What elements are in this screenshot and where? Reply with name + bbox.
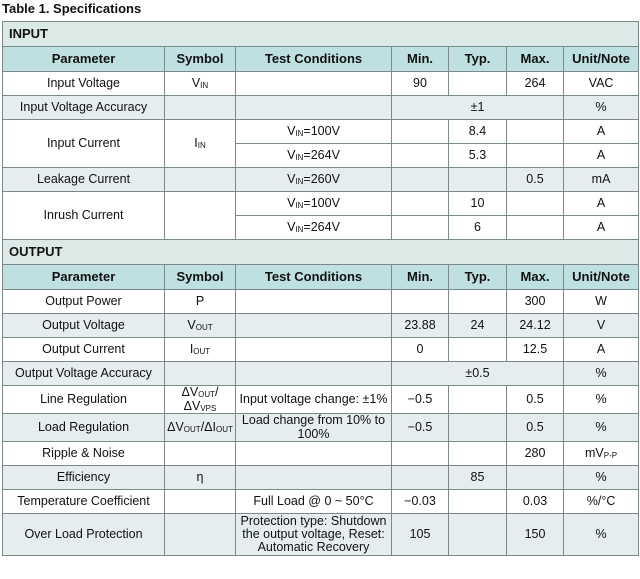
unit-cell: % (564, 514, 639, 556)
max-cell: 264 (507, 72, 564, 96)
table-row (3, 338, 639, 362)
unit-cell: % (564, 362, 639, 386)
table-row (3, 490, 639, 514)
table-row (3, 386, 639, 414)
header-min: Min. (392, 47, 449, 72)
param-cell: Ripple & Noise (3, 442, 165, 466)
symbol-cell: $\Delta V_{OUT}/\Delta V_{VPS}$ (165, 386, 236, 414)
header-unit: Unit/Note (564, 265, 639, 290)
max-cell: 150 (507, 514, 564, 556)
typ-cell: ±0.5 (392, 362, 564, 386)
min-cell: 0 (392, 338, 449, 362)
condition-cell: $V_{IN}=100V$ (236, 120, 392, 144)
header-row-input (3, 47, 639, 72)
symbol-cell: $\Delta V_{OUT}/\Delta I_{OUT}$ (165, 414, 236, 442)
typ-cell (449, 72, 507, 96)
param-cell: Output Voltage (3, 314, 165, 338)
unit-cell: % (564, 466, 639, 490)
min-cell (392, 192, 449, 216)
param-cell: Output Voltage Accuracy (3, 362, 165, 386)
condition-cell: $V_{IN}=264V$ (236, 144, 392, 168)
max-cell: 24.12 (507, 314, 564, 338)
min-cell (392, 466, 449, 490)
unit-cell: VAC (564, 72, 639, 96)
table-row (3, 362, 639, 386)
table-row (3, 72, 639, 96)
typ-cell (449, 414, 507, 442)
symbol-cell (165, 96, 236, 120)
param-cell: Leakage Current (3, 168, 165, 192)
min-cell (392, 120, 449, 144)
table-row (3, 466, 639, 490)
condition-cell: Load change from 10% to 100% (236, 414, 392, 442)
max-cell (507, 216, 564, 240)
symbol-cell: P (165, 290, 236, 314)
min-cell: −0.03 (392, 490, 449, 514)
max-cell: 12.5 (507, 338, 564, 362)
header-symbol: Symbol (165, 265, 236, 290)
min-cell: 105 (392, 514, 449, 556)
condition-cell (236, 96, 392, 120)
typ-cell (449, 386, 507, 414)
symbol-cell (165, 362, 236, 386)
condition-cell (236, 442, 392, 466)
param-cell: Over Load Protection (3, 514, 165, 556)
table-row (3, 168, 639, 192)
param-cell: Temperature Coefficient (3, 490, 165, 514)
section-input (3, 22, 639, 47)
symbol-cell: η (165, 466, 236, 490)
condition-cell: Full Load @ 0 ~ 50°C (236, 490, 392, 514)
unit-cell: %/°C (564, 490, 639, 514)
unit-cell: A (564, 120, 639, 144)
section-title-output: OUTPUT (3, 240, 639, 265)
symbol-cell (165, 192, 236, 240)
header-typ: Typ. (449, 265, 507, 290)
typ-cell: 8.4 (449, 120, 507, 144)
unit-cell: V (564, 314, 639, 338)
param-cell: Input Voltage Accuracy (3, 96, 165, 120)
table-row (3, 314, 639, 338)
table-caption: Table 1. Specifications (2, 1, 142, 16)
header-max: Max. (507, 47, 564, 72)
typ-cell (449, 290, 507, 314)
symbol-cell: $I_{OUT}$ (165, 338, 236, 362)
max-cell: 280 (507, 442, 564, 466)
symbol-cell (165, 168, 236, 192)
param-cell: Efficiency (3, 466, 165, 490)
symbol-cell: $V_{OUT}$ (165, 314, 236, 338)
condition-cell (236, 290, 392, 314)
header-test-conditions: Test Conditions (236, 265, 392, 290)
typ-cell (449, 168, 507, 192)
header-symbol: Symbol (165, 47, 236, 72)
symbol-cell (165, 442, 236, 466)
section-title-input: INPUT (3, 22, 639, 47)
min-cell: −0.5 (392, 414, 449, 442)
param-cell: Input Current (3, 120, 165, 168)
min-cell (392, 168, 449, 192)
typ-cell: 10 (449, 192, 507, 216)
table-row (3, 514, 639, 556)
condition-cell (236, 466, 392, 490)
typ-cell: 85 (449, 466, 507, 490)
typ-cell (449, 490, 507, 514)
condition-cell (236, 362, 392, 386)
unit-cell: $mV_{P-P}$ (564, 442, 639, 466)
min-cell (392, 216, 449, 240)
min-cell: 90 (392, 72, 449, 96)
min-cell (392, 442, 449, 466)
unit-cell: A (564, 338, 639, 362)
header-max: Max. (507, 265, 564, 290)
unit-cell: A (564, 192, 639, 216)
condition-cell: $V_{IN}=260V$ (236, 168, 392, 192)
typ-cell (449, 514, 507, 556)
typ-cell: ±1 (392, 96, 564, 120)
condition-cell: Protection type: Shutdown the output voltage, Reset: Automatic Recovery (236, 514, 392, 556)
section-output (3, 240, 639, 265)
param-cell: Output Power (3, 290, 165, 314)
table-row (3, 414, 639, 442)
unit-cell: A (564, 216, 639, 240)
typ-cell (449, 338, 507, 362)
header-test-conditions: Test Conditions (236, 47, 392, 72)
table-row (3, 442, 639, 466)
unit-cell: W (564, 290, 639, 314)
param-cell: Line Regulation (3, 386, 165, 414)
table-row (3, 192, 639, 216)
unit-cell: % (564, 96, 639, 120)
max-cell: 0.5 (507, 414, 564, 442)
param-cell: Load Regulation (3, 414, 165, 442)
min-cell (392, 144, 449, 168)
max-cell (507, 466, 564, 490)
header-parameter: Parameter (3, 47, 165, 72)
table-row (3, 290, 639, 314)
param-cell: Input Voltage (3, 72, 165, 96)
header-parameter: Parameter (3, 265, 165, 290)
specifications-table (2, 21, 639, 556)
max-cell: 300 (507, 290, 564, 314)
header-unit: Unit/Note (564, 47, 639, 72)
condition-cell (236, 72, 392, 96)
typ-cell: 6 (449, 216, 507, 240)
max-cell (507, 144, 564, 168)
typ-cell: 5.3 (449, 144, 507, 168)
header-row-output (3, 265, 639, 290)
max-cell: 0.03 (507, 490, 564, 514)
min-cell: 23.88 (392, 314, 449, 338)
unit-cell: % (564, 386, 639, 414)
condition-cell: $V_{IN}=100V$ (236, 192, 392, 216)
unit-cell: mA (564, 168, 639, 192)
header-typ: Typ. (449, 47, 507, 72)
condition-cell: $V_{IN}=264V$ (236, 216, 392, 240)
unit-cell: % (564, 414, 639, 442)
header-min: Min. (392, 265, 449, 290)
symbol-cell (165, 514, 236, 556)
symbol-cell: $I_{IN}$ (165, 120, 236, 168)
max-cell (507, 192, 564, 216)
param-cell: Inrush Current (3, 192, 165, 240)
param-cell: Output Current (3, 338, 165, 362)
typ-cell: 24 (449, 314, 507, 338)
table-row (3, 120, 639, 144)
min-cell: −0.5 (392, 386, 449, 414)
condition-cell: Input voltage change: ±1% (236, 386, 392, 414)
symbol-cell (165, 490, 236, 514)
condition-cell (236, 314, 392, 338)
min-cell (392, 290, 449, 314)
max-cell (507, 120, 564, 144)
condition-cell (236, 338, 392, 362)
max-cell: 0.5 (507, 168, 564, 192)
max-cell: 0.5 (507, 386, 564, 414)
unit-cell: A (564, 144, 639, 168)
table-row (3, 96, 639, 120)
symbol-cell: $V_{IN}$ (165, 72, 236, 96)
typ-cell (449, 442, 507, 466)
